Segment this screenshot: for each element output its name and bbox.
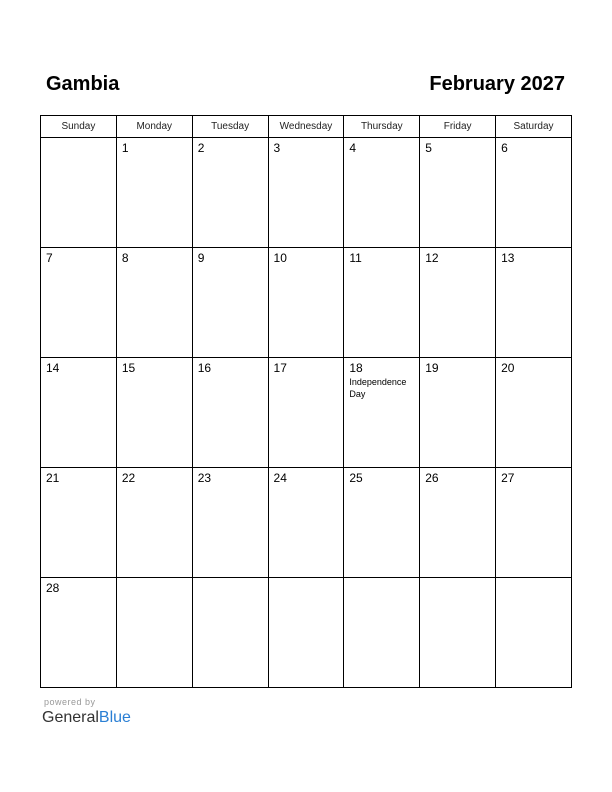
day-cell <box>192 248 268 358</box>
day-number: 2 <box>197 141 205 155</box>
country-title: Gambia <box>46 73 120 95</box>
month-title: February 2027 <box>429 73 565 95</box>
powered-by-text: powered by <box>44 697 96 707</box>
day-cell <box>268 578 344 688</box>
day-number <box>496 578 571 581</box>
footer-branding <box>42 697 131 728</box>
day-number: 20 <box>501 361 515 375</box>
day-number: 22 <box>121 471 136 485</box>
day-cell <box>192 578 268 688</box>
day-number <box>117 578 192 581</box>
day-number: 19 <box>425 361 439 375</box>
day-cell <box>344 138 420 248</box>
day-cell <box>420 138 496 248</box>
day-cell <box>420 578 496 688</box>
day-cell <box>116 358 192 468</box>
day-number: 11 <box>349 251 362 265</box>
day-number: 8 <box>121 251 129 265</box>
day-number: 15 <box>121 361 136 375</box>
day-number: 10 <box>273 251 287 265</box>
brand-name-part2: Blue <box>98 709 131 726</box>
day-cell <box>41 248 117 358</box>
day-number: 17 <box>273 361 287 375</box>
day-cell <box>420 358 496 468</box>
day-number: 24 <box>273 471 287 485</box>
day-cell <box>192 358 268 468</box>
day-cell <box>420 468 496 578</box>
day-cell <box>268 358 344 468</box>
day-number: 18 <box>349 361 363 375</box>
day-number: 1 <box>121 141 129 155</box>
week-row <box>41 578 572 688</box>
day-number: 13 <box>501 251 515 265</box>
day-number: 3 <box>273 141 281 155</box>
day-cell <box>496 248 572 358</box>
day-cell <box>192 468 268 578</box>
day-number: 5 <box>425 141 432 155</box>
day-cell <box>116 248 192 358</box>
week-row <box>41 468 572 578</box>
brand-logo[interactable] <box>42 708 131 728</box>
day-number: 25 <box>349 471 363 485</box>
day-number: 27 <box>501 471 515 485</box>
day-cell <box>496 468 572 578</box>
day-number <box>420 578 495 581</box>
weekday-sunday: Sunday <box>41 116 117 138</box>
weekday-saturday: Saturday <box>496 116 572 138</box>
day-cell <box>496 138 572 248</box>
day-number <box>344 578 419 581</box>
day-number: 16 <box>197 361 212 375</box>
day-number: 7 <box>46 251 53 265</box>
day-number <box>193 578 268 581</box>
day-number: 14 <box>46 361 60 375</box>
calendar-grid <box>40 115 572 688</box>
holiday-label: Independence Day <box>349 377 407 399</box>
weekday-tuesday: Tuesday <box>192 116 268 138</box>
day-number: 23 <box>197 471 212 485</box>
day-cell-holiday <box>344 358 420 468</box>
day-number: 4 <box>349 141 357 155</box>
day-number: 21 <box>46 471 60 485</box>
weekday-wednesday: Wednesday <box>268 116 344 138</box>
day-number: 28 <box>46 581 60 595</box>
day-cell <box>41 468 117 578</box>
day-cell <box>344 578 420 688</box>
week-row <box>41 248 572 358</box>
weekday-friday: Friday <box>420 116 496 138</box>
day-cell <box>268 468 344 578</box>
day-cell <box>116 138 192 248</box>
day-cell <box>41 138 117 248</box>
week-row <box>41 358 572 468</box>
day-cell <box>344 468 420 578</box>
day-number: 26 <box>425 471 439 485</box>
day-cell <box>116 578 192 688</box>
brand-name-part1: General <box>42 709 99 726</box>
weekday-monday: Monday <box>116 116 192 138</box>
day-cell <box>496 358 572 468</box>
day-number <box>269 578 344 581</box>
day-cell <box>41 358 117 468</box>
day-cell <box>192 138 268 248</box>
day-cell <box>268 248 344 358</box>
day-cell <box>41 578 117 688</box>
week-row <box>41 138 572 248</box>
day-number <box>41 138 116 141</box>
day-number: 6 <box>501 141 508 155</box>
weekday-header-row <box>41 116 572 138</box>
day-number: 9 <box>197 251 205 265</box>
day-cell <box>420 248 496 358</box>
day-cell <box>344 248 420 358</box>
day-number: 12 <box>425 251 439 265</box>
day-cell <box>116 468 192 578</box>
weekday-thursday: Thursday <box>344 116 420 138</box>
day-cell <box>496 578 572 688</box>
day-cell <box>268 138 344 248</box>
